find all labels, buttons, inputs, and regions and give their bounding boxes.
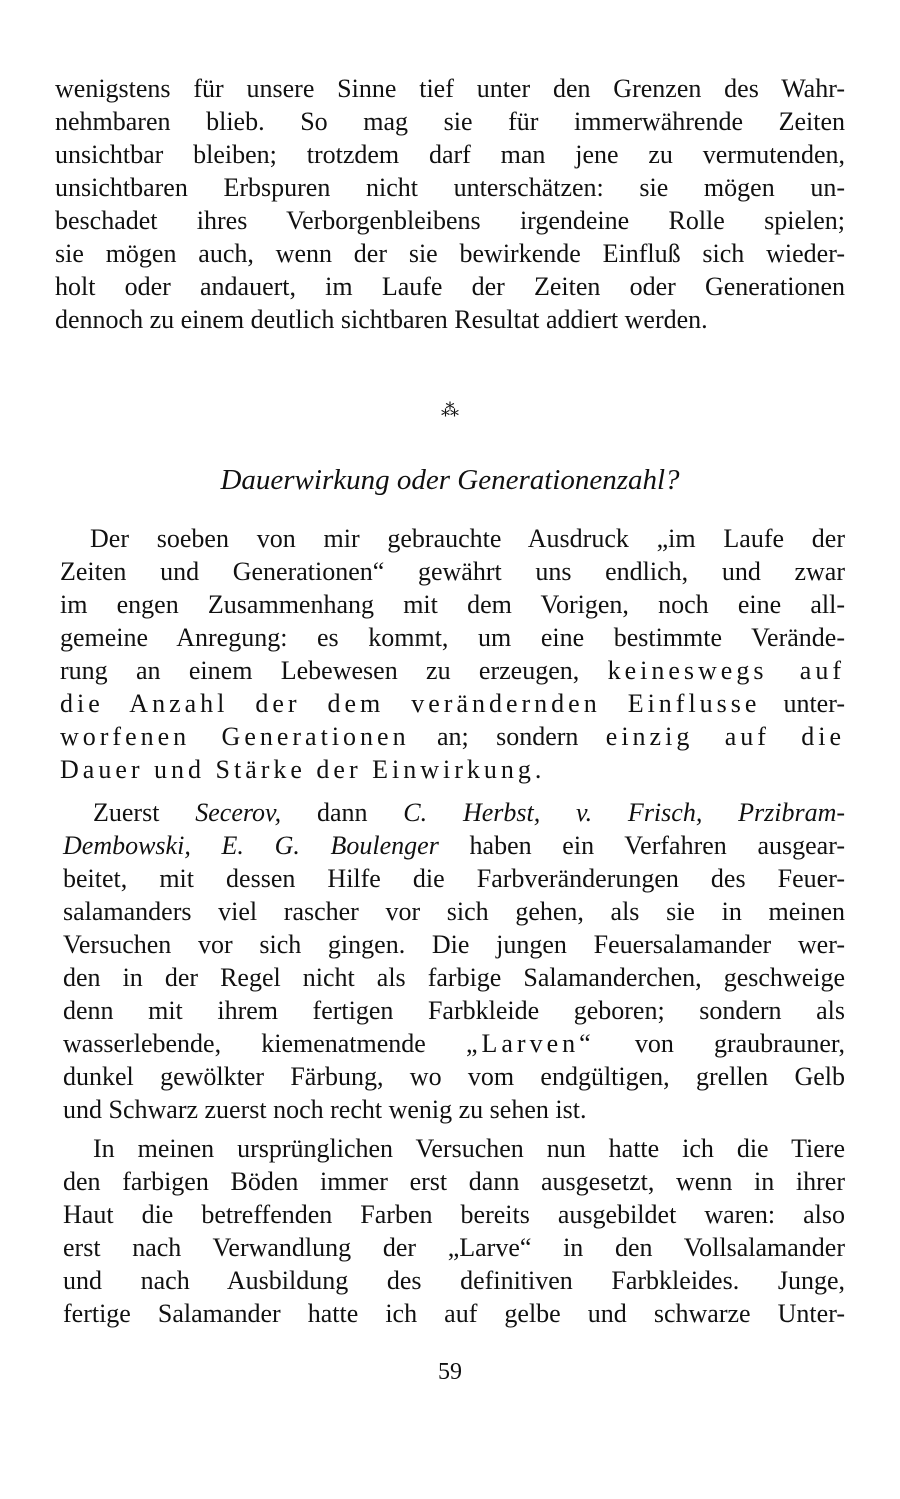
text-line: erst nach Verwandlung der „Larve“ in den Vollsalamander [63, 1233, 845, 1262]
text-line [63, 829, 845, 862]
text-line: Versuchen vor sich gingen. Die jungen Feuersalamander wer- [63, 930, 845, 959]
text-line: fertige Salamander hatte ich auf gelbe und schwarze Unter- [63, 1299, 845, 1328]
text-line [60, 687, 845, 720]
spaced-emphasis: „Larven“ [465, 1029, 595, 1058]
text-line: unsichtbar bleiben; trotzdem darf man jene zu vermutenden, [55, 140, 845, 169]
text-line: beitet, mit dessen Hilfe die Farbveränderungen des Feuer- [63, 864, 845, 893]
text-run: von graubrauner, [634, 1029, 845, 1058]
text-line: unsichtbaren Erbspuren nicht unterschätzen: sie mögen un- [55, 173, 845, 202]
paragraph-continued [55, 72, 845, 336]
text-run: dann [316, 798, 368, 827]
text-line: sie mögen auch, wenn der sie bewirkende Einfluß sich wieder- [55, 239, 845, 268]
book-page [55, 72, 845, 1472]
text-run: an; sondern [436, 722, 579, 751]
spaced-emphasis: einzig auf die [605, 722, 846, 751]
text-line: holt oder andauert, im Laufe der Zeiten oder Generationen [55, 272, 845, 301]
text-run: unter- [783, 689, 845, 718]
text-line: den in der Regel nicht als farbige Salamanderchen, geschweige [63, 963, 845, 992]
paragraph [63, 1132, 845, 1330]
text-run: haben ein Verfahren ausgear- [469, 831, 845, 860]
text-line: beschadet ihres Verborgenbleibens irgendeine Rolle spielen; [55, 206, 845, 235]
spaced-emphasis: Dauer und Stärke der Einwirkung. [60, 755, 546, 784]
text-run: Zuerst [93, 798, 160, 827]
text-line: den farbigen Böden immer erst dann ausgesetzt, wenn in ihrer [63, 1167, 845, 1196]
page-number: 59 [438, 1359, 462, 1385]
text-line: und nach Ausbildung des definitiven Farbkleides. Junge, [63, 1266, 845, 1295]
text-line: und Schwarz zuerst noch recht wenig zu sehen ist. [63, 1095, 587, 1124]
text-run: wasserlebende, kiemenatmende [63, 1029, 426, 1058]
text-line: nehmbaren blieb. So mag sie für immerwährende Zeiten [55, 107, 845, 136]
text-line: salamanders viel rascher vor sich gehen, als sie in meinen [63, 897, 845, 926]
spaced-emphasis: die Anzahl der dem verändernden Einflusse [60, 689, 761, 718]
paragraph [63, 796, 845, 1126]
text-line: Zeiten und Generationen“ gewährt uns endlich, und zwar [60, 557, 845, 586]
text-line [60, 753, 845, 786]
text-line: In meinen ursprünglichen Versuchen nun hatte ich die Tiere [93, 1134, 845, 1163]
text-line: denn mit ihrem fertigen Farbkleide geboren; sondern als [63, 996, 845, 1025]
text-line: gemeine Anregung: es kommt, um eine bestimmte Verände- [60, 623, 845, 652]
text-line: dunkel gewölkter Färbung, wo vom endgültigen, grellen Gelb [63, 1062, 845, 1091]
text-line: wenigstens für unsere Sinne tief unter den Grenzen des Wahr- [55, 74, 845, 103]
spaced-emphasis: worfenen Generationen [60, 722, 410, 751]
paragraph [60, 522, 845, 786]
author-name: Secerov, [195, 798, 282, 827]
author-names: Dembowski, E. G. Boulenger [63, 831, 439, 860]
text-run: rung an einem Lebewesen zu erzeugen, [60, 656, 580, 685]
text-line: dennoch zu einem deutlich sichtbaren Resultat addiert werden. [55, 305, 708, 334]
text-line: im engen Zusammenhang mit dem Vorigen, noch eine all- [60, 590, 845, 619]
text-line [60, 720, 845, 753]
author-names: C. Herbst, v. Frisch, Przibram- [403, 798, 846, 827]
text-line [60, 654, 845, 687]
section-ornament: ⁂ [441, 400, 459, 420]
text-line [63, 796, 845, 829]
section-heading: Dauerwirkung oder Generationenzahl? [220, 464, 680, 496]
text-line: Haut die betreffenden Farben bereits ausgebildet waren: also [63, 1200, 845, 1229]
spaced-emphasis: keineswegs auf [607, 656, 845, 685]
text-line [63, 1027, 845, 1060]
text-line: Der soeben von mir gebrauchte Ausdruck „im Laufe der [90, 524, 845, 553]
